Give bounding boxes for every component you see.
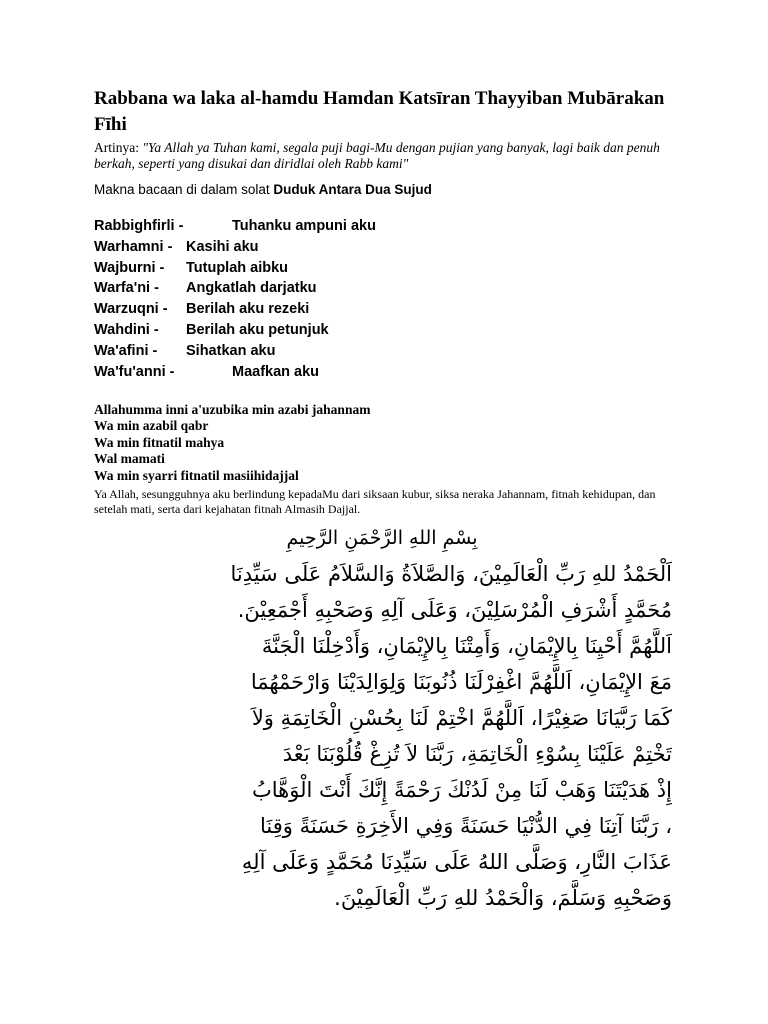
- doa-meaning: Sihatkan aku: [186, 342, 276, 359]
- arabic-doa-text: [92, 520, 672, 920]
- arabic-line: تَخْتِمْ عَلَيْنَا بِسُوْءِ الْخَاتِمَةِ، رَبَّنَا لاَ تُزِغْ قُلُوْبَنَا بَعْدَ: [282, 742, 672, 766]
- doa-term: Warzuqni -: [94, 301, 168, 318]
- doa-term: Rabbighfirli -: [94, 218, 184, 234]
- arabic-line: إِذْ هَدَيْتَنَا وَهَبْ لَنَا مِنْ لَدُنْكَ رَحْمَةً إِنَّكَ أَنْتَ الْوَهَّابُ: [252, 778, 672, 802]
- allahumma-line: Wa min azabil qabr: [94, 418, 209, 434]
- arabic-bismillah: بِسْمِ اللهِ الرَّحْمَنِ الرَّحِيمِ: [286, 527, 478, 549]
- artinya-quote: "Ya Allah ya Tuhan kami, segala puji bagi-Mu dengan pujian yang banyak, lagi baik dan penuh berkah, seperti yang disukai dan diridlai oleh Rabb kami": [94, 140, 660, 171]
- makna-bold-topic: Duduk Antara Dua Sujud: [273, 182, 432, 197]
- arabic-line: اَللَّهُمَّ أَحْيِنَا بِالإِيْمَانِ، وَأَمِتْنَا بِالإِيْمَانِ، وَأَدْخِلْنَا الْجَنَّةَ: [261, 634, 672, 658]
- doa-term: Warhamni -: [94, 238, 173, 255]
- doa-term: Wahdini -: [94, 321, 159, 338]
- doa-meaning: Angkatlah darjatku: [186, 280, 317, 297]
- allahumma-line: Wa min fitnatil mahya: [94, 434, 225, 450]
- arabic-line: عَذَابَ النَّارِ، وَصَلَّى اللهُ عَلَى سَيِّدِنَا مُحَمَّدٍ وَعَلَى آلِهِ: [241, 850, 672, 874]
- artinya-paragraph: [94, 140, 694, 172]
- document-title: Rabbana wa laka al-hamdu Hamdan Katsīran Thayyiban Mubārakan Fīhi: [94, 88, 665, 135]
- doa-term: Wa'afini -: [94, 342, 158, 359]
- arabic-line: مُحَمَّدٍ أَشْرَفِ الْمُرْسَلِيْنَ، وَعَلَى آلِهِ وَصَحْبِهِ أَجْمَعِيْنَ.: [237, 598, 672, 622]
- doa-meaning: Kasihi aku: [186, 238, 259, 255]
- doa-translation: Ya Allah, sesungguhnya aku berlindung kepadaMu dari siksaan kubur, siksa neraka Jahannam, fitnah kehidupan, dan setelah mati, serta dari kejahatan fitnah Almasih Dajjal.: [94, 487, 656, 516]
- arabic-line: وَصَحْبِهِ وَسَلَّمَ، وَالْحَمْدُ للهِ رَبِّ الْعَالَمِيْنَ.: [334, 886, 672, 910]
- doa-term: Wa'fu'anni -: [94, 363, 175, 380]
- doa-term: Warfa'ni -: [94, 280, 159, 297]
- arabic-line: مَعَ الإِيْمَانِ، اَللَّهُمَّ اغْفِرْلَنَا ذُنُوبَنَا وَلِوَالِدَيْنَا وَارْحَمْهُمَا: [250, 670, 672, 694]
- arabic-line: ، رَبَّنَا آتِنَا فِي الدُّنْيَا حَسَنَةً وَفِي الأَخِرَةِ حَسَنَةً وَقِنَا: [260, 814, 672, 838]
- allahumma-doa: [94, 402, 694, 484]
- arabic-line: اَلْحَمْدُ للهِ رَبِّ الْعَالَمِيْنَ، وَالصَّلاَةُ وَالسَّلاَمُ عَلَى سَيِّدِنَا: [230, 562, 672, 586]
- makna-prefix: Makna bacaan di dalam solat: [94, 182, 274, 197]
- makna-heading: [94, 182, 694, 197]
- arabic-line: كَمَا رَبَّيَانَا صَغِيْرًا، اَللَّهُمَّ اخْتِمْ لَنَا بِحُسْنِ الْخَاتِمَةِ وَلاَ: [251, 706, 672, 730]
- doa-meaning: Berilah aku petunjuk: [186, 321, 329, 338]
- doa-meaning: Tuhanku ampuni aku: [232, 218, 376, 234]
- doa-meaning: Maafkan aku: [232, 363, 320, 380]
- artinya-label: Artinya:: [94, 140, 143, 155]
- doa-meaning: Berilah aku rezeki: [186, 301, 310, 318]
- doa-term: Wajburni -: [94, 259, 165, 276]
- allahumma-line: Wal mamati: [94, 451, 165, 467]
- allahumma-line: Allahumma inni a'uzubika min azabi jahannam: [94, 402, 371, 417]
- allahumma-line: Wa min syarri fitnatil masiihidajjal: [94, 467, 299, 483]
- doa-meaning: Tutuplah aibku: [186, 259, 289, 276]
